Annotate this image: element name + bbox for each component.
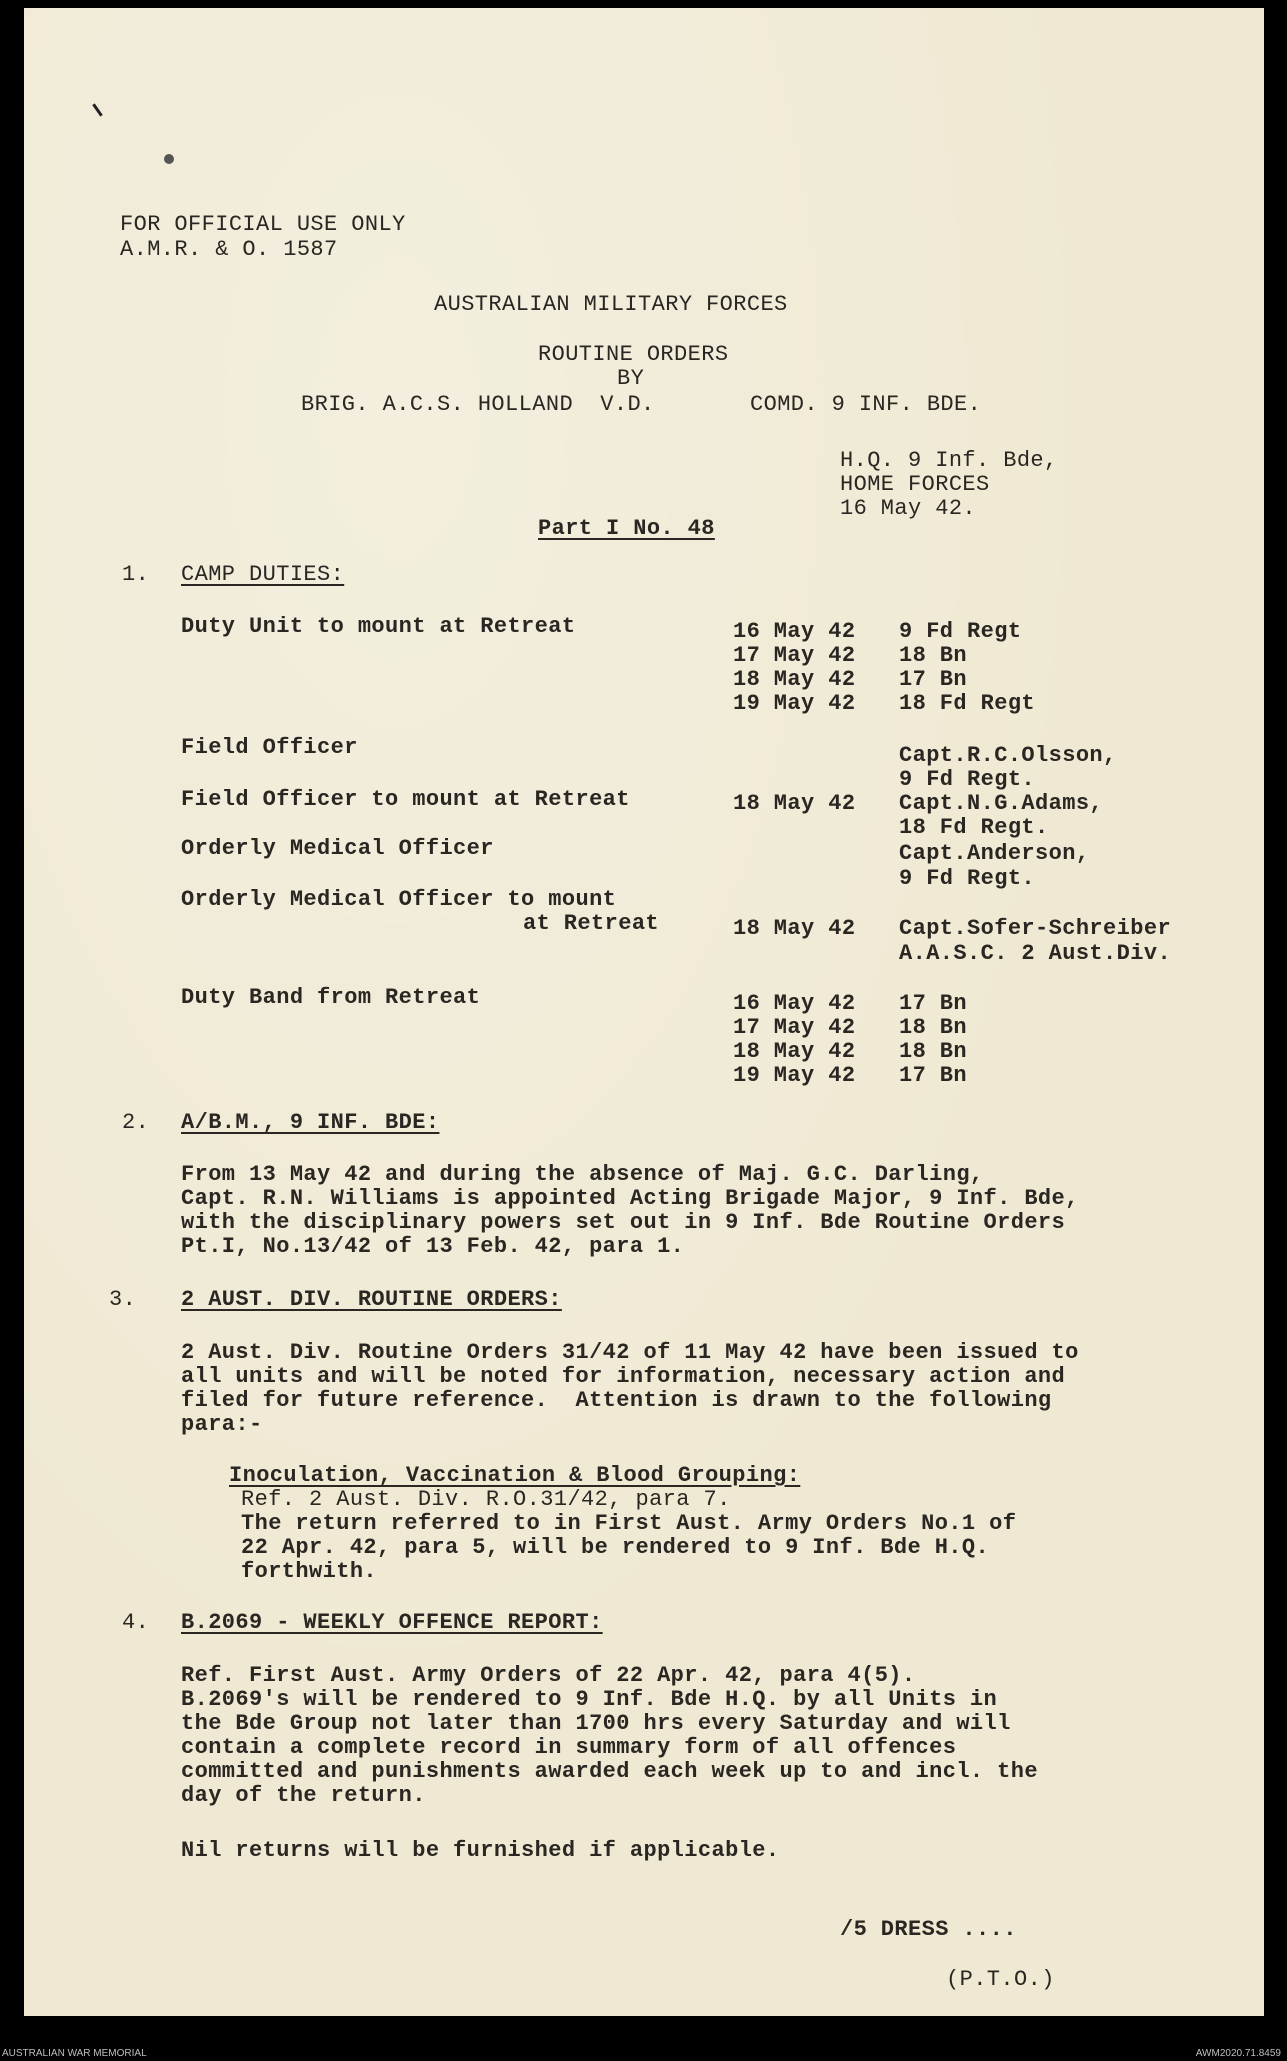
section-4-text: committed and punishments awarded each week up to and incl. the <box>181 1759 1038 1784</box>
section-3-subtext: The return referred to in First Aust. Army Orders No.1 of <box>241 1511 1017 1536</box>
section-2-text: From 13 May 42 and during the absence of Maj. G.C. Darling, <box>181 1162 984 1187</box>
section-4-text: contain a complete record in summary form of all offences <box>181 1735 957 1760</box>
band-unit: 17 Bn <box>899 991 968 1016</box>
continuation-note: /5 DRESS .... <box>840 1917 1017 1942</box>
section-2-number: 2. <box>122 1110 150 1135</box>
nil-returns-note: Nil returns will be furnished if applicable. <box>181 1838 780 1863</box>
section-3-title: 2 AUST. DIV. ROUTINE ORDERS: <box>181 1287 562 1312</box>
section-3-text: filed for future reference. Attention is drawn to the following <box>181 1388 1052 1413</box>
medical-officer-retreat-name: Capt.Sofer-Schreiber <box>899 916 1172 941</box>
hq-line-1: H.Q. 9 Inf. Bde, <box>840 448 1058 473</box>
section-3-subtext: forthwith. <box>241 1559 378 1584</box>
section-3-text: all units and will be noted for information, necessary action and <box>181 1364 1066 1389</box>
duty-band-label: Duty Band from Retreat <box>181 985 481 1010</box>
duty-unit: 18 Bn <box>899 643 968 668</box>
duty-date: 18 May 42 <box>733 667 856 692</box>
order-reference: A.M.R. & O. 1587 <box>120 237 338 262</box>
section-4-text: B.2069's will be rendered to 9 Inf. Bde H.Q. by all Units in <box>181 1687 998 1712</box>
forces-title: AUSTRALIAN MILITARY FORCES <box>434 292 788 317</box>
duty-date: 19 May 42 <box>733 691 856 716</box>
section-3-subreference: Ref. 2 Aust. Div. R.O.31/42, para 7. <box>241 1487 731 1512</box>
ink-speck <box>92 103 102 116</box>
section-1-number: 1. <box>122 562 150 587</box>
medical-officer-retreat-label: at Retreat <box>523 911 660 936</box>
section-3-number: 3. <box>109 1287 137 1312</box>
band-date: 17 May 42 <box>733 1015 856 1040</box>
band-unit: 18 Bn <box>899 1039 968 1064</box>
commander-name: BRIG. A.C.S. HOLLAND V.D. <box>301 392 655 417</box>
field-officer-retreat-date: 18 May 42 <box>733 791 856 816</box>
duty-date: 17 May 42 <box>733 643 856 668</box>
band-unit: 17 Bn <box>899 1063 968 1088</box>
medical-officer-retreat-unit: A.A.S.C. 2 Aust.Div. <box>899 941 1172 966</box>
band-date: 18 May 42 <box>733 1039 856 1064</box>
band-date: 19 May 42 <box>733 1063 856 1088</box>
section-4-title: B.2069 - WEEKLY OFFENCE REPORT: <box>181 1610 603 1635</box>
pto-note: (P.T.O.) <box>946 1967 1055 1992</box>
section-4-number: 4. <box>122 1610 150 1635</box>
field-officer-unit: 9 Fd Regt. <box>899 767 1036 792</box>
command-title: COMD. 9 INF. BDE. <box>750 392 982 417</box>
duty-unit-label: Duty Unit to mount at Retreat <box>181 614 576 639</box>
duty-unit: 9 Fd Regt <box>899 619 1022 644</box>
hq-line-2: HOME FORCES <box>840 472 990 497</box>
by-line: BY <box>617 366 645 391</box>
section-2-title: A/B.M., 9 INF. BDE: <box>181 1110 440 1135</box>
section-2-text: with the disciplinary powers set out in 9 Inf. Bde Routine Orders <box>181 1210 1066 1235</box>
field-officer-retreat-label: Field Officer to mount at Retreat <box>181 787 630 812</box>
section-2-text: Pt.I, No.13/42 of 13 Feb. 42, para 1. <box>181 1234 685 1259</box>
duty-date: 16 May 42 <box>733 619 856 644</box>
hq-date: 16 May 42. <box>840 496 977 521</box>
field-officer-name: Capt.R.C.Olsson, <box>899 743 1117 768</box>
band-date: 16 May 42 <box>733 991 856 1016</box>
duty-unit: 17 Bn <box>899 667 968 692</box>
section-4-text: the Bde Group not later than 1700 hrs every Saturday and will <box>181 1711 1011 1736</box>
footer-credit: AUSTRALIAN WAR MEMORIAL <box>2 2048 147 2059</box>
medical-officer-label: Orderly Medical Officer <box>181 836 494 861</box>
footer-accession: AWM2020.71.8459 <box>1195 2048 1281 2059</box>
duty-unit: 18 Fd Regt <box>899 691 1036 716</box>
field-officer-retreat-name: Capt.N.G.Adams, <box>899 791 1104 816</box>
section-1-title: CAMP DUTIES: <box>181 562 345 587</box>
medical-officer-retreat-label: Orderly Medical Officer to mount <box>181 887 617 912</box>
field-officer-label: Field Officer <box>181 735 358 760</box>
routine-orders-title: ROUTINE ORDERS <box>538 342 729 367</box>
medical-officer-name: Capt.Anderson, <box>899 841 1090 866</box>
section-2-text: Capt. R.N. Williams is appointed Acting Brigade Major, 9 Inf. Bde, <box>181 1186 1079 1211</box>
section-4-text: day of the return. <box>181 1783 426 1808</box>
punch-hole-mark <box>164 154 174 164</box>
section-3-subtitle: Inoculation, Vaccination & Blood Grouping: <box>229 1463 801 1488</box>
section-4-text: Ref. First Aust. Army Orders of 22 Apr. 42, para 4(5). <box>181 1663 916 1688</box>
band-unit: 18 Bn <box>899 1015 968 1040</box>
part-number: Part I No. 48 <box>538 516 715 541</box>
section-3-text: 2 Aust. Div. Routine Orders 31/42 of 11 May 42 have been issued to <box>181 1340 1079 1365</box>
classification-line: FOR OFFICIAL USE ONLY <box>120 212 406 237</box>
section-3-subtext: 22 Apr. 42, para 5, will be rendered to 9 Inf. Bde H.Q. <box>241 1535 990 1560</box>
field-officer-retreat-unit: 18 Fd Regt. <box>899 815 1049 840</box>
medical-officer-retreat-date: 18 May 42 <box>733 916 856 941</box>
medical-officer-unit: 9 Fd Regt. <box>899 866 1036 891</box>
section-3-text: para:- <box>181 1412 263 1437</box>
